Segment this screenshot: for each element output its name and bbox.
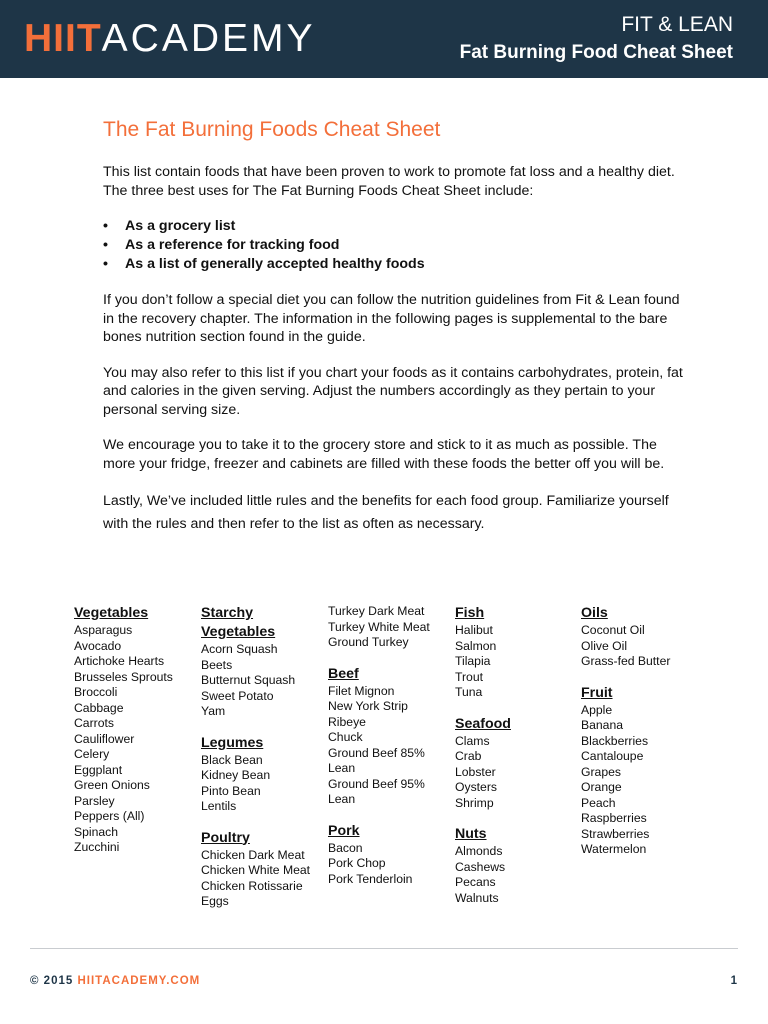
food-group-heading: Starchy — [201, 605, 254, 621]
food-group-heading: Poultry — [201, 829, 250, 846]
food-item: Cauliflower — [74, 731, 135, 746]
food-item: Eggplant — [74, 762, 123, 777]
food-group-heading: Vegetables — [201, 624, 276, 640]
food-item: Zucchini — [74, 840, 120, 854]
food-group — [455, 604, 580, 701]
header-bar — [0, 0, 768, 78]
food-item: Carrots — [74, 716, 114, 730]
food-item: Lobster — [455, 764, 496, 779]
food-item: Butternut Squash — [201, 673, 296, 687]
food-item: Tuna — [455, 685, 483, 699]
food-item: Tilapia — [455, 654, 491, 668]
food-item: Clams — [455, 733, 490, 748]
food-item: Olive Oil — [581, 638, 628, 653]
food-group — [581, 684, 706, 858]
food-item: Coconut Oil — [581, 623, 645, 637]
food-item: Chicken Dark Meat — [201, 847, 305, 862]
paragraph-guidelines: If you don’t follow a special diet you can follow the nutrition guidelines from Fit & Lean found in the recovery chapter. The information in the following pages is supplemental to the bare bones nutrition section found in the guide. — [103, 292, 680, 345]
food-group — [74, 604, 199, 856]
food-item: Ground Beef 95% — [328, 776, 425, 791]
footer-site-link[interactable]: HIITACADEMY.COM — [77, 975, 201, 987]
food-item: Grass-fed Butter — [581, 654, 671, 668]
food-group — [201, 604, 326, 720]
food-column-2 — [201, 604, 326, 924]
food-item: Chicken Rotissarie — [201, 878, 303, 893]
food-item: Almonds — [455, 844, 503, 858]
intro-paragraph: This list contain foods that have been proven to work to promote fat loss and a healthy diet. The three best uses for The Fat Burning Foods Cheat Sheet include: — [103, 164, 675, 199]
food-item: Halibut — [455, 623, 493, 637]
food-item: Yam — [201, 704, 226, 718]
food-group-heading: Nuts — [455, 826, 487, 842]
food-item: Pork Chop — [328, 856, 386, 870]
uses-list — [103, 217, 683, 274]
food-group-heading: Pork — [328, 822, 360, 839]
food-item: Lentils — [201, 799, 237, 813]
food-item: Trout — [455, 669, 483, 684]
food-group — [328, 665, 453, 808]
food-item: Watermelon — [581, 842, 647, 856]
bullet-item: • As a list of generally accepted healthy foods — [103, 255, 683, 274]
food-item: Ribeye — [328, 714, 366, 729]
header-right — [460, 12, 733, 66]
food-group-heading: Fruit — [581, 684, 613, 701]
food-item: Acorn Squash — [201, 642, 278, 656]
brand-logo — [24, 16, 316, 62]
food-item: New York Strip — [328, 699, 408, 713]
food-item: Sweet Potato — [201, 688, 274, 703]
food-item: Salmon — [455, 638, 497, 653]
paragraph-tracking: You may also refer to this list if you chart your foods as it contains carbohydrates, protein, fat and calories in the given serving. Adjust the numbers accordingly as they pertain to your personal serving size. — [103, 364, 683, 418]
food-group-heading: Seafood — [455, 715, 511, 732]
paragraph-grocery: We encourage you to take it to the grocery store and stick to it as much as possible. The more your fridge, freezer and cabinets are filled with these foods the better off you will be. — [103, 437, 665, 472]
food-item: Kidney Bean — [201, 768, 271, 782]
copyright: © 2015 — [30, 975, 74, 987]
page-number: 1 — [730, 975, 737, 987]
food-item: Grapes — [581, 764, 621, 779]
food-item: Bacon — [328, 840, 363, 855]
food-group — [581, 604, 706, 670]
food-column-1 — [74, 604, 199, 870]
food-item: Spinach — [74, 824, 119, 839]
food-item: Banana — [581, 718, 624, 732]
food-item: Celery — [74, 747, 110, 761]
food-group-heading: Fish — [455, 605, 485, 621]
food-item: Cantaloupe — [581, 749, 644, 763]
food-item: Chicken White Meat — [201, 863, 311, 877]
food-item: Green Onions — [74, 778, 150, 792]
food-item: Turkey Dark Meat — [328, 604, 425, 618]
food-group-heading: Legumes — [201, 734, 264, 751]
food-item: Ground Turkey — [328, 635, 409, 649]
document-subtitle: Fat Burning Food Cheat Sheet — [459, 42, 733, 63]
food-item: Orange — [581, 780, 622, 794]
food-item: Black Bean — [201, 752, 263, 767]
food-group-heading: Oils — [581, 605, 608, 621]
food-item: Asparagus — [74, 623, 133, 637]
footer-divider — [30, 948, 738, 949]
page-title: The Fat Burning Foods Cheat Sheet — [103, 118, 441, 141]
food-item: Pinto Bean — [201, 783, 261, 798]
food-item: Filet Mignon — [328, 683, 395, 698]
food-item: Crab — [455, 749, 482, 763]
food-item: Beets — [201, 657, 233, 672]
food-group-heading: Vegetables — [74, 605, 149, 621]
food-item: Pecans — [455, 875, 496, 889]
food-item: Lean — [328, 761, 356, 775]
food-column-5 — [581, 604, 706, 872]
food-group — [455, 825, 580, 906]
logo-rest: ACADEMY — [101, 17, 316, 60]
food-group — [328, 822, 453, 888]
food-item: Apple — [581, 702, 613, 717]
bullet-item: • As a grocery list — [103, 217, 683, 236]
food-group-heading: Beef — [328, 665, 359, 682]
program-name: FIT & LEAN — [621, 13, 733, 36]
food-item: Shrimp — [455, 795, 494, 810]
bullet-item: • As a reference for tracking food — [103, 236, 683, 255]
food-group — [328, 604, 453, 651]
food-column-4 — [455, 604, 580, 920]
footer-credit — [30, 975, 200, 987]
food-item: Blackberries — [581, 733, 649, 748]
food-item: Raspberries — [581, 811, 647, 825]
food-group — [201, 829, 326, 910]
food-item: Oysters — [455, 780, 497, 794]
food-item: Strawberries — [581, 826, 650, 841]
food-item: Parsley — [74, 793, 115, 808]
food-item: Turkey White Meat — [328, 619, 430, 634]
food-group — [201, 734, 326, 815]
food-column-3 — [328, 604, 453, 901]
food-group — [455, 715, 580, 812]
food-item: Artichoke Hearts — [74, 654, 165, 668]
food-item: Avocado — [74, 638, 122, 653]
food-item: Brusseles Sprouts — [74, 669, 173, 684]
food-item: Chuck — [328, 730, 363, 744]
body-text — [103, 163, 683, 553]
food-item: Eggs — [201, 894, 229, 908]
food-item: Cashews — [455, 859, 506, 874]
food-item: Pork Tenderloin — [328, 871, 413, 886]
paragraph-rules: Lastly, We’ve included little rules and the benefits for each food group. Familiarize yourself with the rules and then refer to the list as often as necessary. — [103, 493, 669, 532]
food-item: Peppers (All) — [74, 809, 145, 823]
food-item: Cabbage — [74, 700, 124, 715]
food-item: Walnuts — [455, 890, 499, 905]
food-item: Peach — [581, 795, 616, 810]
logo-accent: HIIT — [24, 17, 102, 60]
food-item: Lean — [328, 792, 356, 806]
food-item: Ground Beef 85% — [328, 745, 425, 760]
food-item: Broccoli — [74, 685, 118, 699]
